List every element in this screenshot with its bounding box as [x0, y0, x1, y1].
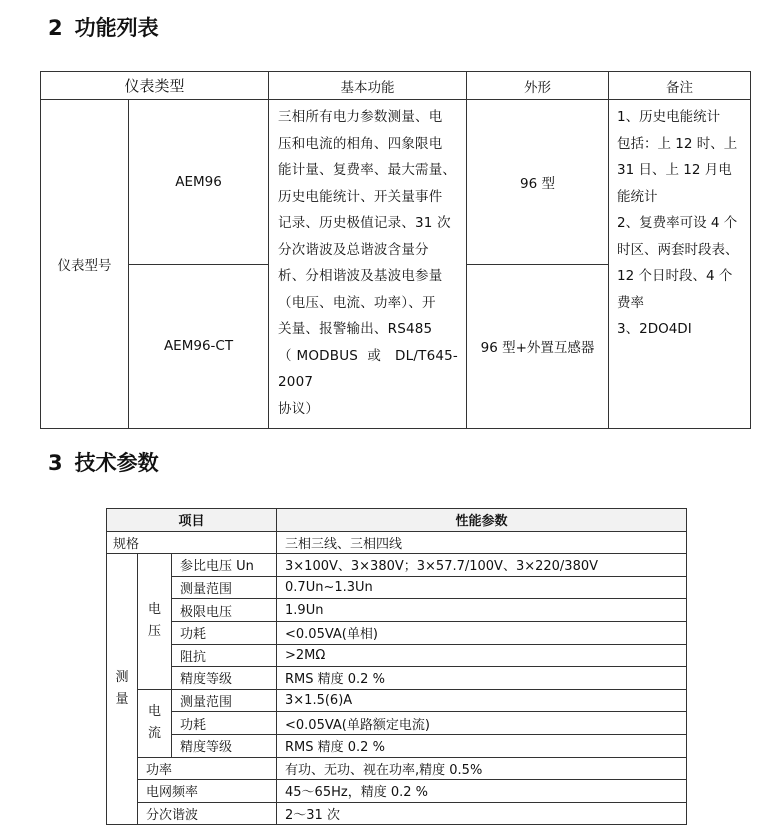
note-line: 包括：上 12 时、上	[617, 135, 738, 152]
param-value: RMS 精度 0.2 %	[277, 734, 687, 757]
header-item: 项目	[107, 509, 277, 532]
param-name: 分次谐波	[138, 802, 277, 825]
table-row	[41, 100, 751, 265]
function-list-table	[40, 71, 751, 429]
table-row	[107, 712, 687, 735]
header-meter-type: 仪表类型	[41, 72, 269, 100]
table-row	[107, 689, 687, 712]
measure-group-label: 测 量	[107, 554, 138, 825]
section-title: 功能列表	[74, 16, 159, 40]
param-name: 功耗	[172, 712, 277, 735]
table-header-row	[107, 509, 687, 532]
function-line: 能计量、复费率、最大需量、	[278, 162, 457, 178]
table-row	[107, 734, 687, 757]
model-name: AEM96	[129, 100, 269, 265]
note-line: 2、复费率可设 4 个	[617, 215, 738, 231]
header-notes: 备注	[609, 72, 751, 100]
header-performance: 性能参数	[277, 509, 687, 532]
spec-label: 规格	[107, 531, 277, 554]
param-name: 电网频率	[138, 780, 277, 803]
function-line: 三相所有电力参数测量、电	[278, 109, 443, 125]
meter-model-label: 仪表型号	[41, 100, 129, 429]
current-group-label: 电 流	[138, 689, 172, 757]
param-name: 测量范围	[172, 576, 277, 599]
function-line: （MODBUS 或 DL/T645-2007	[278, 347, 459, 390]
param-value: 有功、无功、视在功率,精度 0.5%	[277, 757, 687, 780]
param-value: 1.9Un	[277, 599, 687, 622]
note-line: 12 个日时段、4 个	[617, 268, 733, 284]
table-row	[107, 599, 687, 622]
note-line: 费率	[617, 294, 645, 311]
notes-cell	[609, 100, 751, 429]
param-name: 精度等级	[172, 734, 277, 757]
model-name: AEM96-CT	[129, 264, 269, 429]
param-value: 0.7Un~1.3Un	[277, 576, 687, 599]
section-3-heading	[48, 447, 159, 477]
param-value: 45～65Hz，精度 0.2 %	[277, 780, 687, 803]
param-value: 2～31 次	[277, 802, 687, 825]
table-row	[107, 531, 687, 554]
function-line: 协议）	[278, 400, 320, 417]
table-row	[107, 576, 687, 599]
section-number: 3	[48, 451, 63, 475]
param-name: 阻抗	[172, 644, 277, 667]
shape-value: 96 型	[467, 100, 609, 265]
voltage-group-label: 电 压	[138, 554, 172, 690]
shape-value: 96 型+外置互感器	[467, 264, 609, 429]
function-line: 压和电流的相角、四象限电	[278, 135, 443, 152]
param-name: 功率	[138, 757, 277, 780]
param-value: <0.05VA(单相)	[277, 621, 687, 644]
table-row	[107, 757, 687, 780]
table-row	[107, 780, 687, 803]
table-row	[107, 644, 687, 667]
spec-value: 三相三线、三相四线	[277, 531, 687, 554]
param-name: 极限电压	[172, 599, 277, 622]
header-shape: 外形	[467, 72, 609, 100]
table-row	[107, 667, 687, 690]
tech-params-table	[106, 508, 687, 825]
function-line: 记录、历史极值记录、31 次	[278, 215, 451, 231]
note-line: 能统计	[617, 188, 658, 205]
param-name: 精度等级	[172, 667, 277, 690]
note-line: 31 日、上 12 月电	[617, 162, 732, 178]
table-row	[107, 621, 687, 644]
header-basic-function: 基本功能	[269, 72, 467, 100]
table-row	[107, 554, 687, 577]
table-header-row	[41, 72, 751, 100]
param-name: 参比电压 Un	[172, 554, 277, 577]
function-line: 关量、报警输出、RS485	[278, 321, 433, 337]
section-2-heading	[48, 12, 159, 42]
param-value: 3×1.5(6)A	[277, 689, 687, 712]
table-row	[107, 802, 687, 825]
note-line: 1、历史电能统计	[617, 109, 721, 125]
function-line: 分次谐波及总谐波含量分	[278, 241, 429, 258]
note-line: 3、2DO4DI	[617, 321, 692, 337]
section-number: 2	[48, 16, 63, 40]
section-title: 技术参数	[74, 451, 159, 475]
param-value: <0.05VA(单路额定电流)	[277, 712, 687, 735]
function-line: （电压、电流、功率）、开	[278, 294, 436, 311]
note-line: 时区、两套时段表、	[617, 241, 739, 258]
param-value: >2MΩ	[277, 644, 687, 667]
param-name: 测量范围	[172, 689, 277, 712]
param-value: RMS 精度 0.2 %	[277, 667, 687, 690]
function-line: 历史电能统计、开关量事件	[278, 188, 443, 205]
param-value: 3×100V、3×380V；3×57.7/100V、3×220/380V	[277, 554, 687, 577]
param-name: 功耗	[172, 621, 277, 644]
basic-function-cell	[269, 100, 467, 429]
function-line: 析、分相谐波及基波电参量	[278, 268, 443, 284]
